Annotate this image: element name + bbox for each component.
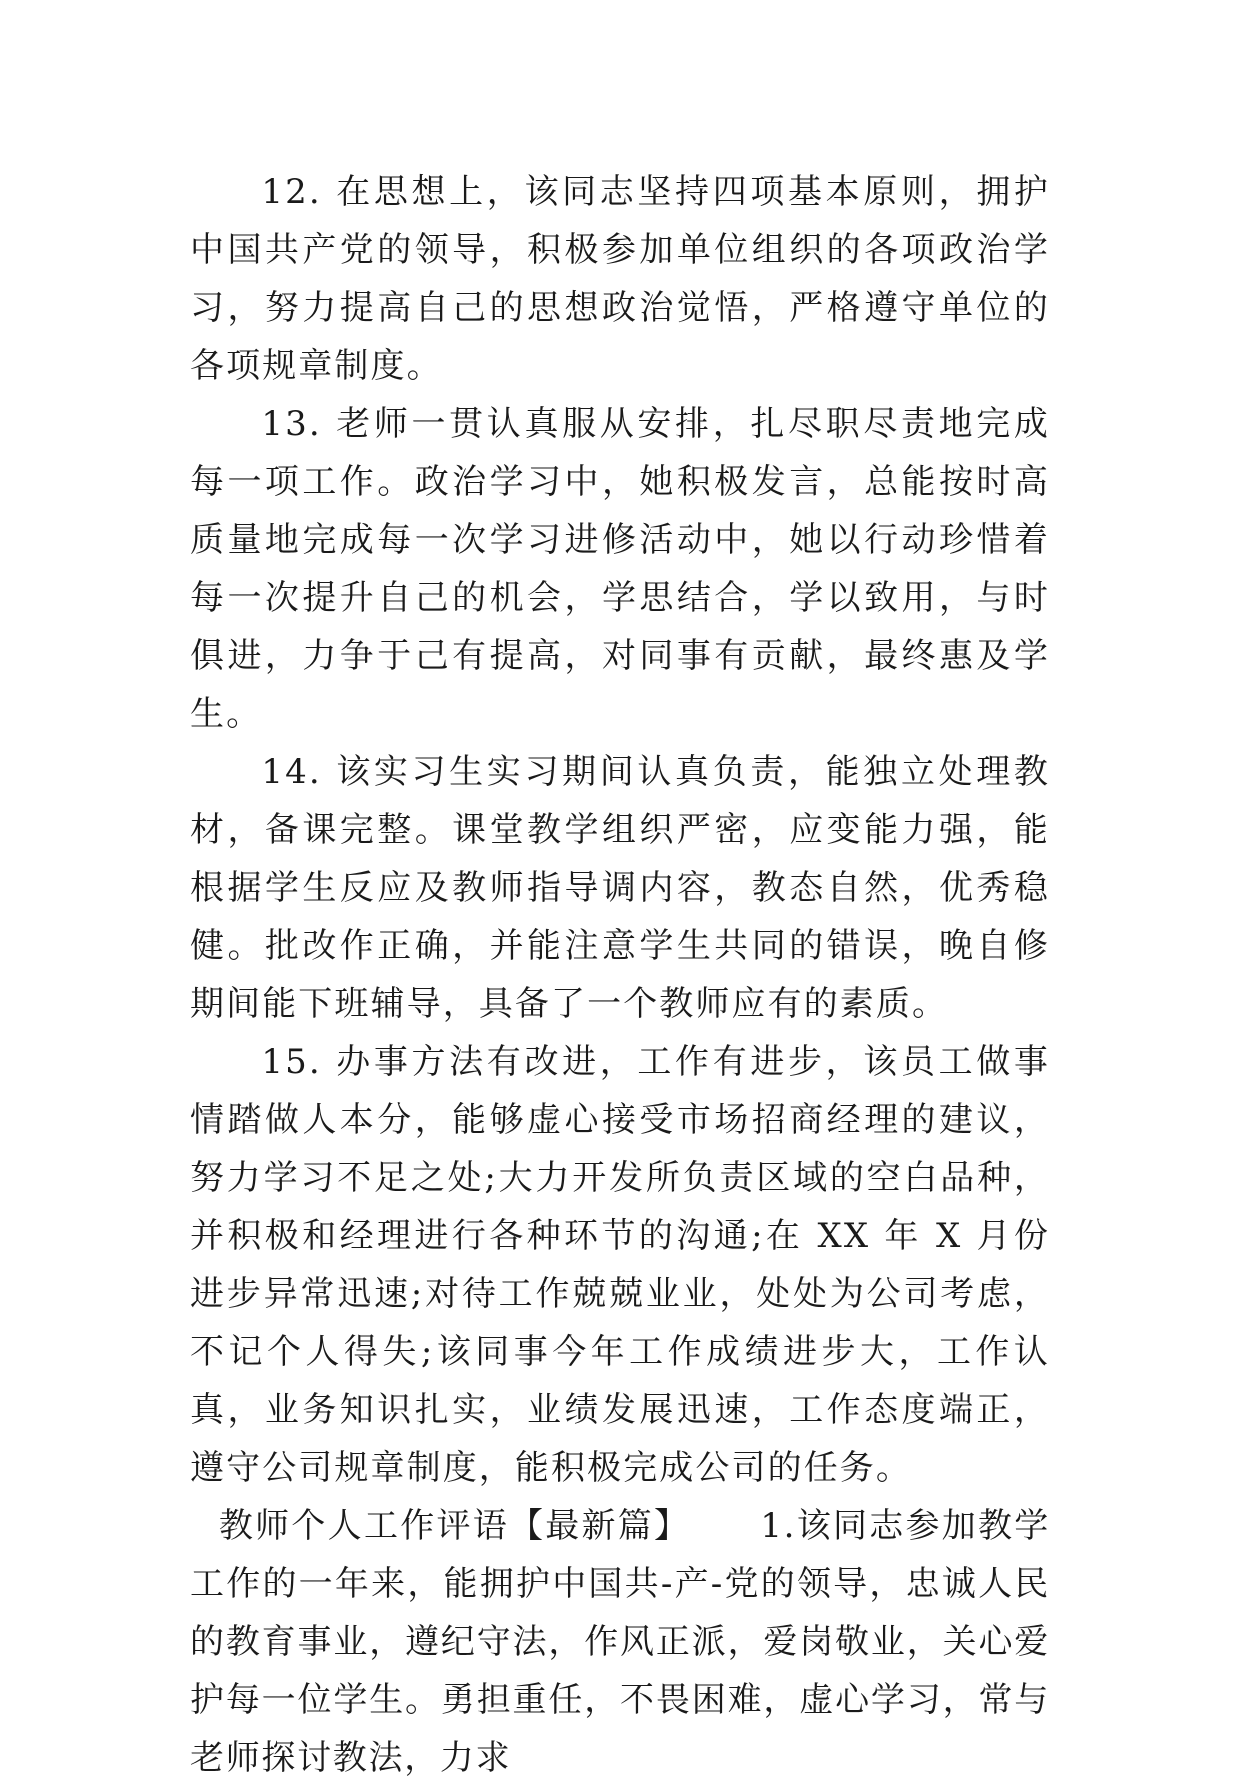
section-title: 教师个人工作评语【最新篇】 [218, 1506, 691, 1546]
paragraph-15: 15. 办事方法有改进，工作有进步，该员工做事情踏做人本分，能够虚心接受市场招商经理的建议，努力学习不足之处;大力开发所负责区域的空白品种，并积极和经理进行各种环节的沟通;在 XX 年 X 月份进步异常迅速;对待工作兢兢业业，处处为公司考虑，不记个人得失;该同事今年工作成绩进步大，工作认真，业务知识扎实，业绩发展迅速，工作态度端正，遵守公司规章制度，能积极完成公司的任务。 [190, 1042, 1050, 1488]
section-first-item: 1.该同志参加教学工作的一年来，能拥护中国共-产-党的领导，忠诚人民的教育事业，遵纪守法，作风正派，爱岗敬业，关心爱护每一位学生。勇担重任，不畏困难，虚心学习，常与老师探讨教法，力求 [190, 1506, 1050, 1778]
paragraph-13: 13. 老师一贯认真服从安排，扎尽职尽责地完成每一项工作。政治学习中，她积极发言，总能按时高质量地完成每一次学习进修活动中，她以行动珍惜着每一次提升自己的机会，学思结合，学以致用，与时俱进，力争于己有提高，对同事有贡献，最终惠及学生。 [190, 404, 1050, 734]
document-body [190, 163, 1050, 1787]
paragraph-14: 14. 该实习生实习期间认真负责，能独立处理教材，备课完整。课堂教学组织严密，应变能力强，能根据学生反应及教师指导调内容，教态自然，优秀稳健。批改作正确，并能注意学生共同的错误，晚自修期间能下班辅导，具备了一个教师应有的素质。 [190, 752, 1050, 1024]
section-paragraph [190, 1497, 1050, 1787]
paragraph-12: 12. 在思想上，该同志坚持四项基本原则，拥护中国共产党的领导，积极参加单位组织的各项政治学习，努力提高自己的思想政治觉悟，严格遵守单位的各项规章制度。 [190, 172, 1050, 386]
